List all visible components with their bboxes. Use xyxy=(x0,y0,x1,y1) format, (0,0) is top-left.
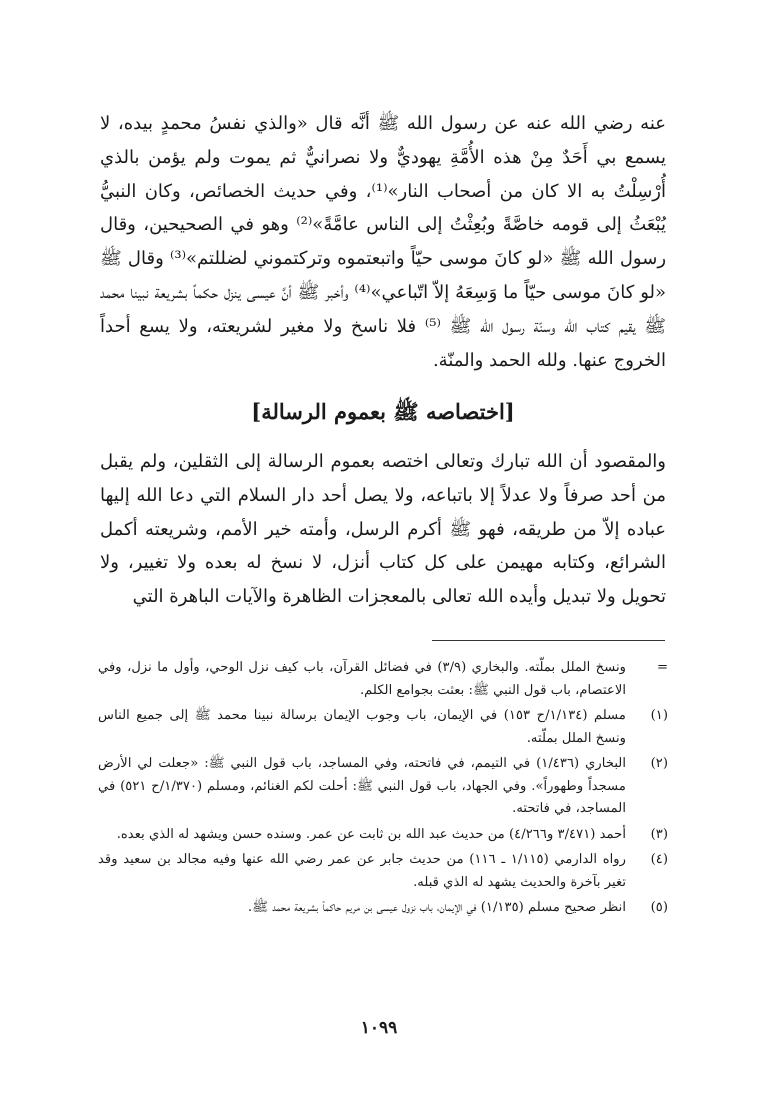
footnote-text: ونسخ الملل بملّته. والبخاري (٣/٩) في فضائل القرآن، باب كيف نزل الوحي، وأول ما نزل، وفي الاعتصام، باب قول النبي ﷺ: بعثت بجوامع الكلم. xyxy=(98,660,626,698)
footnote xyxy=(98,849,668,894)
footnotes xyxy=(98,657,668,923)
footnote-separator xyxy=(432,640,665,641)
footnote-mark: (١) xyxy=(650,708,668,723)
footnote-mark: (٢) xyxy=(650,756,668,771)
footnote xyxy=(98,753,668,821)
footnote-text: البخاري (١/٤٣٦) في التيمم، في فاتحته، وفي المساجد، باب قول النبي ﷺ: «جعلت لي الأرض مسجداً وطهوراً». وفي الجهاد، باب قول النبي ﷺ: أحلت لكم الغنائم، ومسلم (١/٣٧٠/ح ٥٢١) في المساجد، في فاتحته. xyxy=(98,756,626,816)
body-paragraph-2 xyxy=(100,445,666,614)
paragraph-text: والمقصود أن الله تبارك وتعالى اختصه بعموم الرسالة إلى الثقلين، ولم يقبل من أحد صرفاً ولا عدلاً إلا باتباعه، ولا يصل أحد دار السلام التي دعا الله إليها عباده إلاّ من طريقه، فهو ﷺ أكرم الرسل، وأمته خير الأمم، وشريعته أكمل الشرائع، وكتابه مهيمن على كل كتاب أنزل، لا نسخ له بعده ولا تغيير، ولا تحويل ولا تبديل وأيده الله تعالى بالمعجزات الظاهرة والآيات الباهرة التي xyxy=(100,451,666,608)
footnote-mark: = xyxy=(656,660,668,675)
footnote xyxy=(98,897,668,920)
footnote-text: مسلم (١/١٣٤/ح ١٥٣) في الإيمان، باب وجوب الإيمان برسالة نبينا محمد ﷺ إلى جميع الناس ونسخ الملل بملّته. xyxy=(98,708,626,746)
body-paragraph-1 xyxy=(100,107,666,377)
page-number: ١٠٩٩ xyxy=(360,1018,398,1038)
footnote-mark: (٣) xyxy=(650,826,668,842)
footnote xyxy=(98,657,668,702)
footnote-text: أحمد (٣/٤٧١ و٤/٢٦٦) من حديث عبد الله بن ثابت عن عمر. وسنده حسن ويشهد له الذي بعده. xyxy=(116,826,626,842)
footnote-text: انظر صحيح مسلم (١/١٣٥) في الإيمان، باب نزول عيسى بن مريم حاكماً بشريعة محمد ﷺ. xyxy=(247,900,626,915)
footnote-text: رواه الدارمي (١/١١٥ ـ ١١٦) من حديث جابر عن عمر رضي الله عنها وفيه مجالد بن سعيد وقد تغير بآخرة والحديث يشهد له الذي قبله. xyxy=(98,852,627,890)
paragraph-text: عنه رضي الله عنه عن رسول الله ﷺ أنَّه قال «والذي نفسُ محمدٍ بيده، لا يسمع بي أَحَدٌ مِنْ هذه الأُمَّةِ يهوديٌّ ولا نصرانيٌّ ثم يموت ولم يؤمن بالذي أُرْسِلْتُ به الا كان من أصحاب النار»⁽¹⁾، وفي حديث الخصائص، وكان النبيُّ يُبْعَثُ إلى قومه خاصَّةً وبُعِثْتُ إلى الناس عامَّةً»⁽²⁾ وهو في الصحيحين، وقال رسول الله ﷺ «لو كانَ موسى حيّاً واتبعتموه وتركتموني لضللتم»⁽³⁾ وقال ﷺ «لو كانَ موسى حيّاً ما وَسِعَهُ إلاّ اتّباعي»⁽⁴⁾ وأخبر ﷺ أنَّ عيسى ينزل حكماً بشريعة نبينا محمد ﷺ يقيم كتاب الله وسنّة رسول الله ﷺ ⁽⁵⁾ فلا ناسخ ولا مغير لشريعته، ولا يسع أحداً الخروج عنها. ولله الحمد والمنّة. xyxy=(100,113,667,371)
footnote xyxy=(98,705,668,750)
section-heading: [اختصاصه ﷺ بعموم الرسالة] xyxy=(251,399,515,424)
footnote-mark: (٥) xyxy=(650,900,668,915)
footnote xyxy=(98,824,668,847)
footnote-mark: (٤) xyxy=(650,852,668,867)
